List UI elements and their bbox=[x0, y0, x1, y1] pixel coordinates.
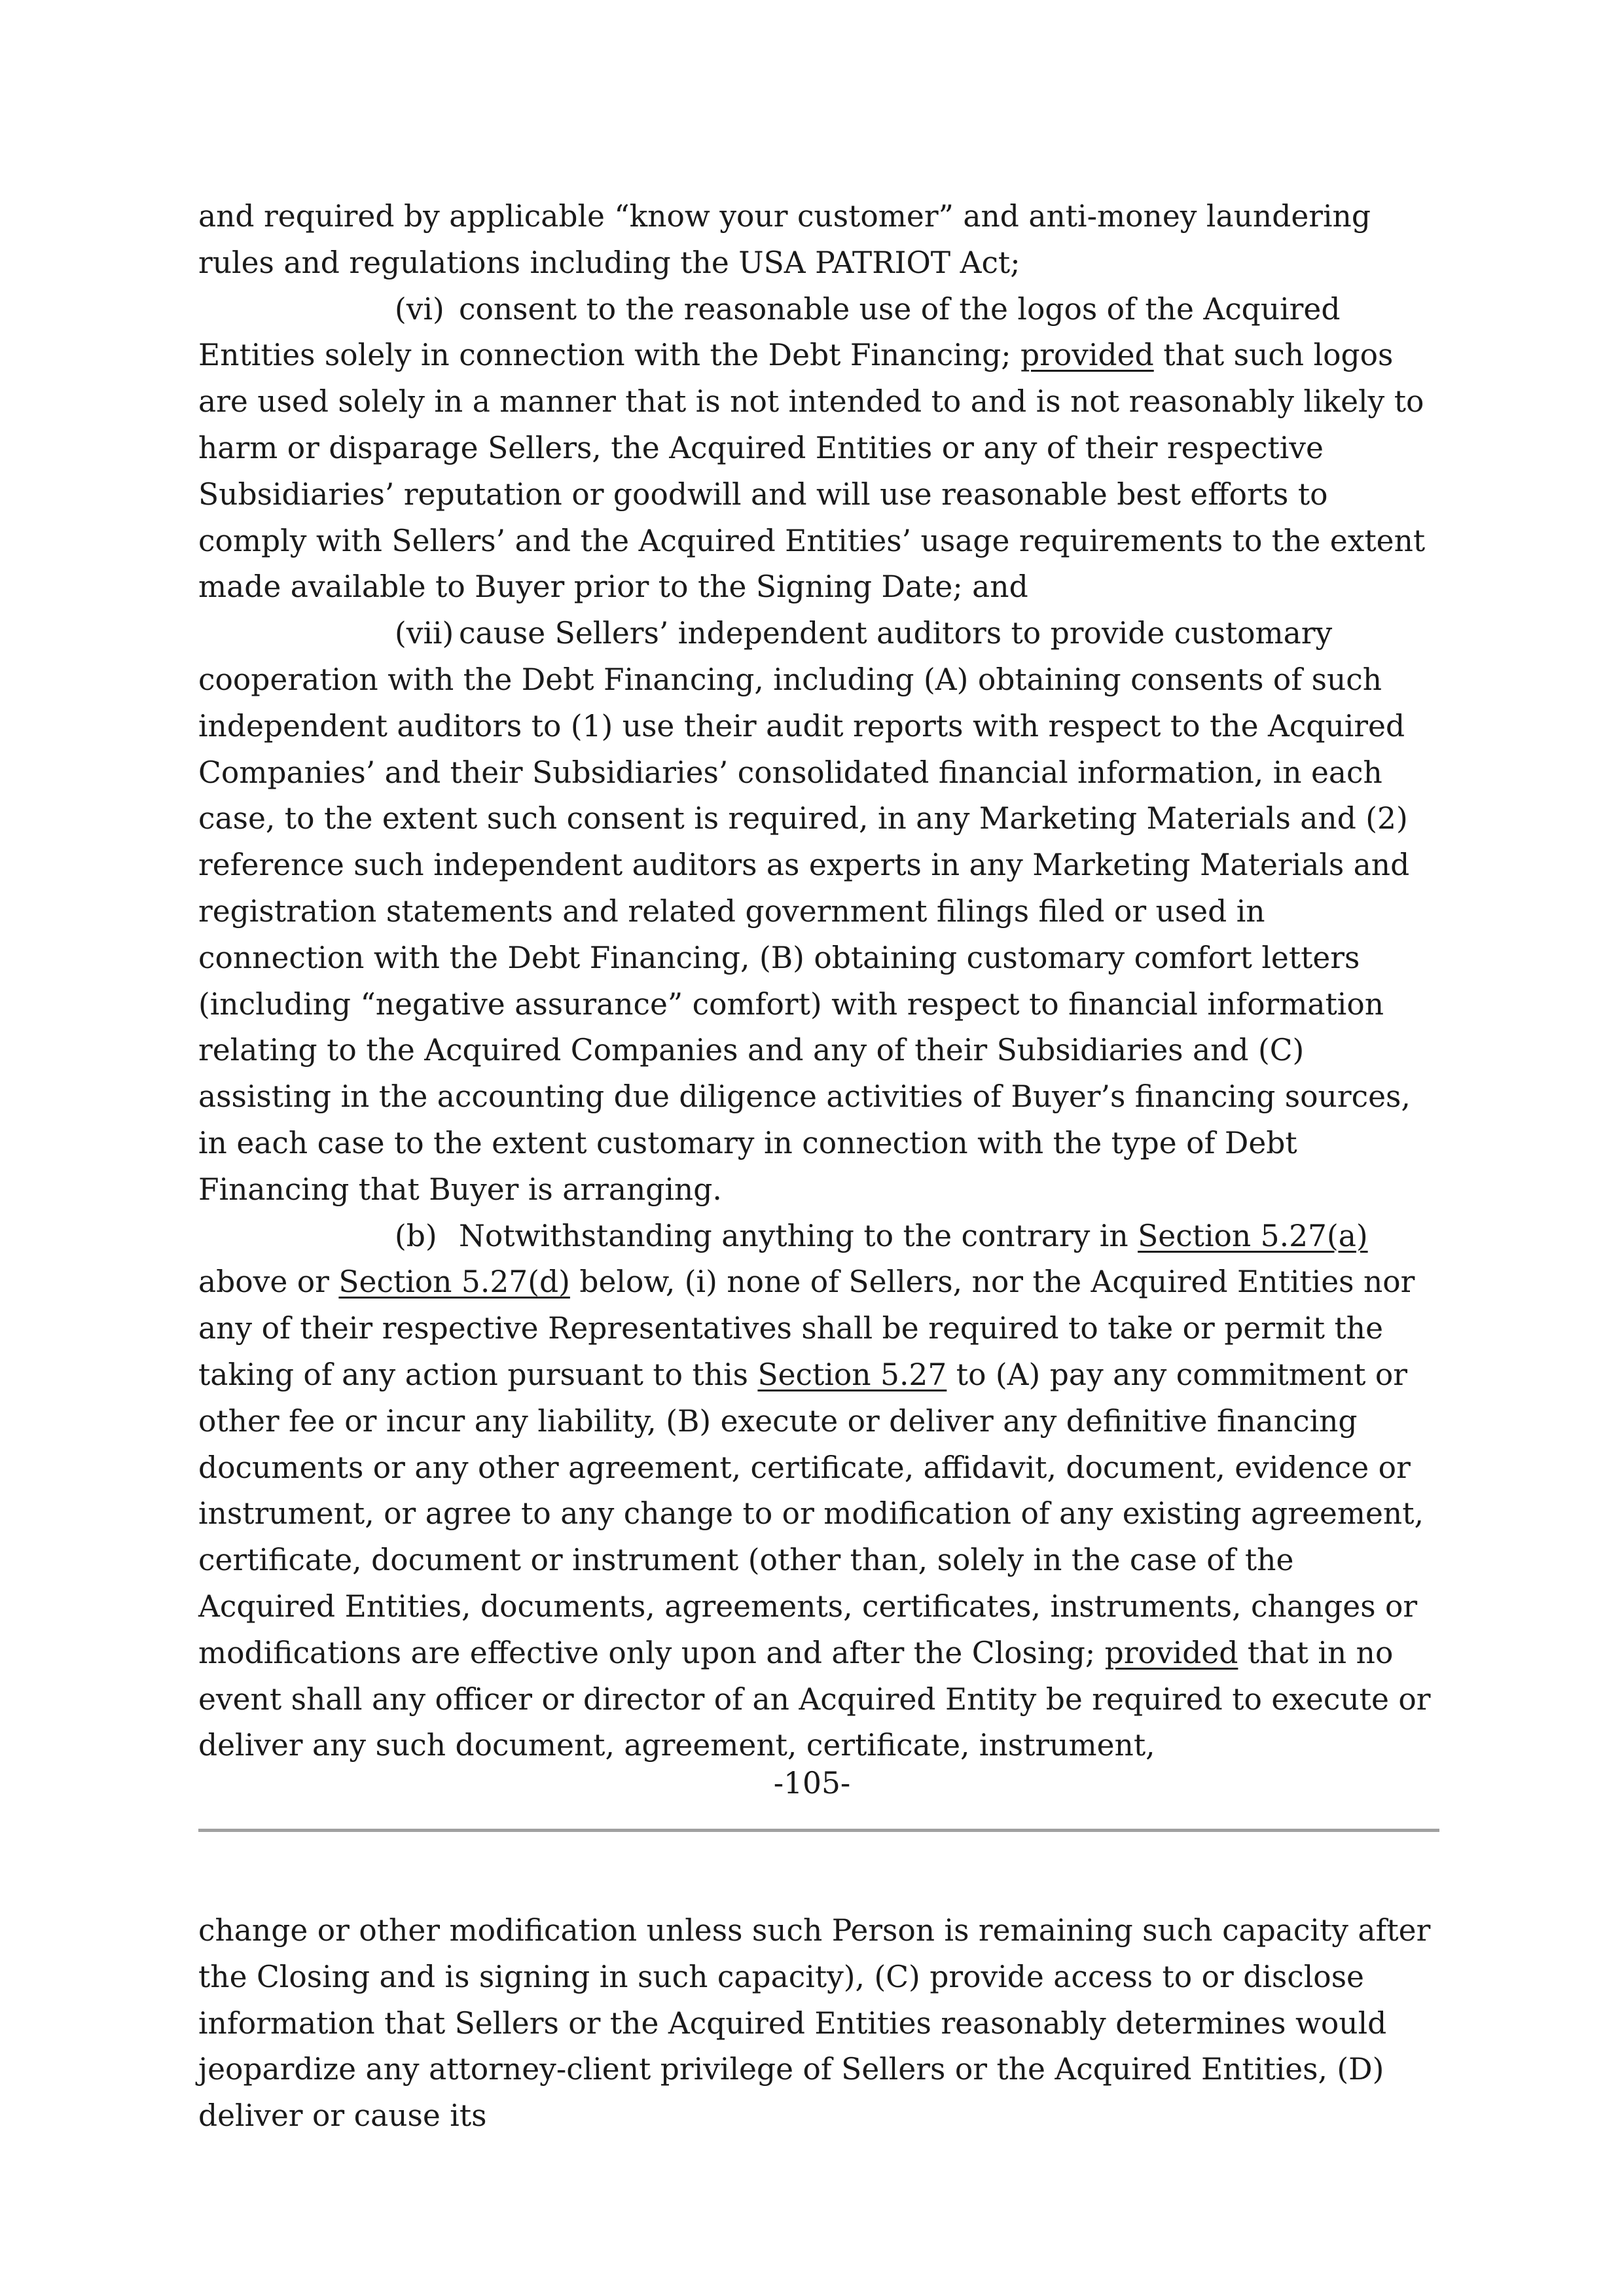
page-number: -105- bbox=[773, 1766, 851, 1801]
clause-vii bbox=[198, 611, 1439, 1213]
clause-b-text-5: that in no event shall any officer or director of an Acquired Entity be required to execute or deliver any such document, agreement, certificate, instrument, bbox=[198, 1635, 1431, 1763]
clause-vi-text-1: consent to the reasonable use of the logos of the Acquired Entities solely in connection with the Debt Financing; bbox=[198, 291, 1341, 373]
clause-b-text-3: below, (i) none of Sellers, nor the Acquired Entities nor any of their respective Representatives shall be required to take or permit the taking of any action pursuant to this bbox=[198, 1265, 1415, 1392]
section-ref-5-27-a: Section 5.27(a) bbox=[1138, 1218, 1368, 1253]
clause-vii-text: cause Sellers’ independent auditors to provide customary cooperation with the Debt Financing, including (A) obtaining consents of such independent auditors to (1) use their audit reports with respect to the Acquired Companies’ and their Subsidiaries’ consolidated financial information, in each case, to the extent such consent is required, in any Marketing Materials and (2) reference such independent auditors as experts in any Marketing Materials and registration statements and related government filings filed or used in connection with the Debt Financing, (B) obtaining customary comfort letters (including “negative assurance” comfort) with respect to financial information relating to the Acquired Companies and any of their Subsidiaries and (C) assisting in the accounting due diligence activities of Buyer’s financing sources, in each case to the extent customary in connection with the type of Debt Financing that Buyer is arranging. bbox=[198, 616, 1411, 1207]
section-ref-5-27: Section 5.27 bbox=[757, 1357, 947, 1392]
provided-term-2: provided bbox=[1104, 1635, 1238, 1670]
clause-vii-number: (vii) bbox=[395, 616, 454, 651]
page-divider bbox=[198, 1829, 1439, 1832]
provided-term-1: provided bbox=[1020, 338, 1154, 373]
clause-b-text-1: Notwithstanding anything to the contrary in bbox=[459, 1218, 1138, 1253]
clause-vi bbox=[198, 287, 1439, 611]
page-105-body bbox=[198, 194, 1439, 1769]
clause-vi-text-2: that such logos are used solely in a manner that is not intended to and is not reasonably likely to harm or disparage Sellers, the Acquired Entities or any of their respective Subsidiaries’ reputation or goodwill and will use reasonable best efforts to comply with Sellers’ and the Acquired Entities’ usage requirements to the extent made available to Buyer prior to the Signing Date; and bbox=[198, 338, 1426, 605]
continuation-paragraph: change or other modification unless such Person is remaining such capacity after the Closing and is signing in such capacity), (C) provide access to or disclose information that Sellers or the Acquired Entities reasonably determines would jeopardize any attorney-client privilege of Sellers or the Acquired Entities, (D) deliver or cause its bbox=[198, 1913, 1431, 2134]
clause-b-number: (b) bbox=[395, 1218, 437, 1253]
clause-b bbox=[198, 1213, 1439, 1770]
clause-b-text-4: to (A) pay any commitment or other fee or incur any liability, (B) execute or deliver any definitive financing documents or any other agreement, certificate, affidavit, document, evidence or instrument, or agree to any change to or modification of any existing agreement, certificate, document or instrument (other than, solely in the case of the Acquired Entities, documents, agreements, certificates, instruments, changes or modifications are effective only upon and after the Closing; bbox=[198, 1357, 1424, 1670]
clause-vi-number: (vi) bbox=[395, 291, 444, 327]
intro-paragraph: and required by applicable “know your customer” and anti-money laundering rules and regulations including the USA PATRIOT Act; bbox=[198, 199, 1371, 280]
page-106-body bbox=[198, 1908, 1439, 2140]
clause-b-text-2: above or bbox=[198, 1265, 339, 1300]
section-ref-5-27-d: Section 5.27(d) bbox=[338, 1265, 570, 1300]
